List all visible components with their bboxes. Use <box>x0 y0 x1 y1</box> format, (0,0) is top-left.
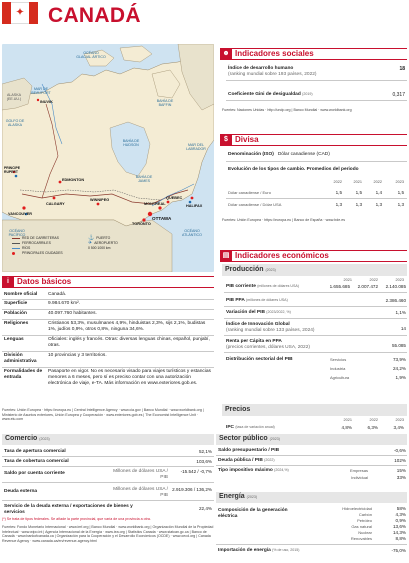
city-edmonton: EDMONTON <box>62 178 85 182</box>
idh-label: Índice de desarrollo humano <box>228 66 294 71</box>
city-winnipeg: WINNIPEG <box>90 198 110 202</box>
city-toronto: TORONTO <box>132 222 151 226</box>
idh-value: 18 <box>399 66 405 72</box>
page-header <box>0 0 409 40</box>
pib-label: PIB corriente (millones de dólares USA) <box>226 284 299 289</box>
map-legend: RED DE CARRETERAS FERROCARRILES RÍOS PRINCIPALES CIUDADES ⚓ PUERTO ✈ AEROPUERTO 0 500 1000 km <box>12 236 162 256</box>
ocean-label: OCÉANO ATLÁNTICO <box>182 229 202 237</box>
ocean-label: BAHÍA DE HUDSON <box>122 139 140 147</box>
city-vancouver: VANCOUVER <box>8 212 32 216</box>
section-header-economicos: ▤ Indicadores económicos <box>220 250 407 262</box>
section-header-divisa: $ Divisa <box>220 134 407 146</box>
city-halifax: HALIFAX <box>186 204 203 208</box>
region-label: ALASKA (EE.UU.) <box>6 93 22 101</box>
idh-sub: (ranking mundial sobre 193 países, 2022) <box>228 72 317 77</box>
country-title: CANADÁ <box>48 4 141 27</box>
comercio-header: Comercio (2023) <box>2 434 214 445</box>
ocean-label: MAR DEL LABRADOR <box>186 143 206 151</box>
footer-note: (*) Se trata de tipos federales. Se añade la parte provincial, que varía de una provincia a otra. <box>2 517 151 521</box>
people-icon: ☻ <box>220 48 232 60</box>
divisa-source: Fuentes: Unión Europea · https://europa.eu | Banco de España · www.bde.es <box>222 218 345 222</box>
canada-flag-icon: ✦ <box>2 2 38 24</box>
ocean-label: MAR DE BEAUFORT <box>31 87 51 95</box>
publico-header: Sector público (2023) <box>216 434 407 445</box>
money-icon: $ <box>220 134 232 146</box>
gini-value: 0,317 <box>392 92 405 98</box>
footer-sources: Fuentes: Fondo Monetario Internacional · www.imf.org | Banco Mundial · www.worldbank.org | Organización Mundial de la Propiedad Intelectual · www.wipo.int | Agencia Internacional de la Energía · www.iea.org | Statistics Canada · www.statcan.gc.ca | Banco de Canadá · www.bankofcanada.ca | Organización para la Cooperación y el Desarrollo Económicos (OCDE) · www.oecd.org | Canada Revenue Agency · www.canada.ca/en/revenue-agency.html <box>2 525 214 544</box>
plane-icon: ✈ <box>88 240 93 247</box>
ocean-label: BAHÍA DE BAFFIN <box>156 99 174 107</box>
info-icon: i <box>2 276 14 288</box>
country-map <box>2 44 214 272</box>
ocean-label: BAHÍA DE JAMES <box>135 175 153 183</box>
city-quebec: QUEBEC <box>166 196 183 200</box>
gini-label: Coeficiente Gini de desigualdad (2019) <box>228 92 313 97</box>
section-header-social: ☻ Indicadores sociales <box>220 48 407 60</box>
section-header-basicos: i Datos básicos <box>2 276 214 288</box>
city-principe-rupert: PRINCIPE RUPERT <box>4 166 21 175</box>
denom-label: Denominación (ISO) Dólar canadiense (CAD) <box>228 152 330 157</box>
city-inuvik: INUVIK <box>40 100 53 104</box>
ocean-label: GOLFO DE ALASKA <box>5 119 25 127</box>
city-ottawa: OTTAWA <box>152 216 172 221</box>
basicos-source: Fuentes: Unión Europea · https://europa.eu | Central Intelligence Agency · www.cia.gov | Banco Mundial · www.worldbank.org | Ministerio de Asuntos exteriores, Unión Europea y Cooperación · www.exteriores.gob.es | The Economist Intelligence Unit · www.eiu.com <box>2 408 204 422</box>
divisa-row-label: Dólar canadiense / Dólar USA <box>228 202 282 207</box>
produccion-header: Producción (2023) <box>222 264 407 276</box>
divisa-row-label: Dólar canadiense / Euro <box>228 190 271 195</box>
precios-header: Precios <box>222 404 407 416</box>
evo-title: Evolución de los tipos de cambio. Promedios del periodo <box>228 167 359 172</box>
ocean-label: OCÉANO GLACIAL ÁRTICO <box>76 51 106 59</box>
city-calgary: CALGARY <box>46 202 65 206</box>
social-source: Fuentes: Naciones Unidas · http://undp.org | Banco Mundial · www.worldbank.org <box>222 108 352 112</box>
anchor-icon: ⚓ <box>88 235 95 242</box>
energia-header: Energía (2023) <box>216 492 407 503</box>
basic-data-table: Nombre oficial Canadá. Superficie 9.984.670 km². Población 40.097.760 habitantes. Religiones Cristianos 53,3%, musulmanes 4,9%, hinduistas 2,3%, sijs 2,1%, budistas 1%, judíos 0,9%, otros 0,8%, ninguna 34,6%. Lenguas Oficiales: inglés y francés. Otras: diversas lenguas chinas, español, punjabí, otras. División administrativa 10 provincias y 3 territorios. Formalidades de entrada Pasaporte en vigor. No es necesario visado para viajes turísticos y estancias menores a 6 meses, pero sí es preciso contar con una autorización electrónica de viaje, e-TA. Más información en www.exteriores.gob.es. <box>2 290 214 389</box>
city-montreal: MONTREAL <box>144 202 166 206</box>
chart-icon: ▤ <box>220 250 232 262</box>
map-scale: 0 500 1000 km <box>88 246 111 251</box>
ocean-label: OCÉANO PACÍFICO <box>8 229 26 237</box>
